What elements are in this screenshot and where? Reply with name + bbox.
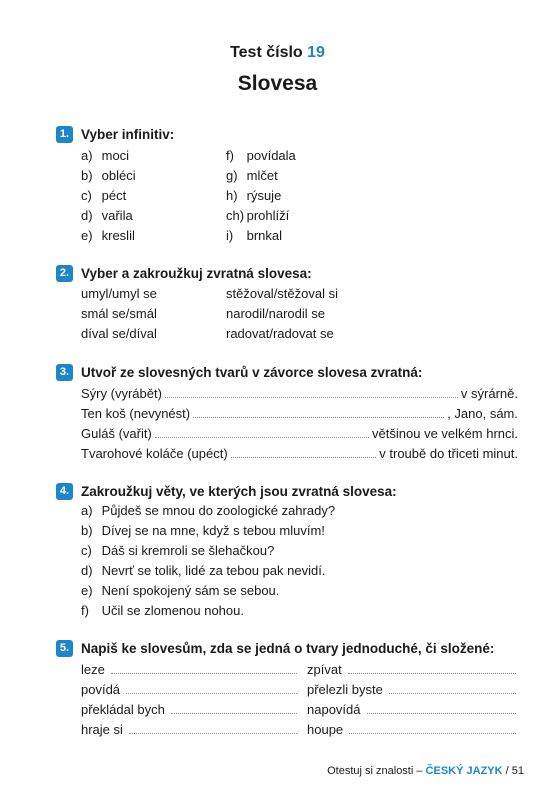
letter: d) [81,208,93,223]
sentence-text: Půjdeš se mnou do zoologické zahrady? [101,503,336,518]
ex1-item-c[interactable] [81,188,126,203]
ex1-item-d[interactable] [81,208,133,223]
ex1-item-f[interactable] [226,148,296,163]
ex3-row [81,405,518,421]
word: obléci [101,168,136,183]
ex4-sentence[interactable] [81,583,279,598]
ex3-row-suffix: v troubě do třiceti minut. [379,446,518,461]
sentence-text: Dívej se na mne, když s tebou mluvím! [101,523,325,538]
ex4-sentence[interactable] [81,603,244,618]
word: brnkal [246,228,283,243]
word: rýsuje [246,188,282,203]
letter: g) [226,168,238,183]
ex3-row-prefix: Sýry (vyrábět) [81,386,162,401]
ex4-sentence[interactable] [81,503,335,518]
ex5-cell [81,661,299,677]
ex3-row-prefix: Tvarohové koláče (upéct) [81,446,228,461]
ex4-sentence[interactable] [81,543,274,558]
answer-blank[interactable] [129,732,297,734]
ex4-sentence[interactable] [81,563,325,578]
ex3-row-suffix: většinou ve velkém hrnci. [372,426,518,441]
ex5-row [81,661,518,677]
sentence-text: Učil se zlomenou nohou. [101,603,244,618]
ex1-item-b[interactable] [81,168,136,183]
ex1-item-g[interactable] [226,168,278,183]
letter: a) [81,148,93,163]
ex3-row-prefix: Ten koš (nevynést) [81,406,191,421]
letter: c) [81,188,92,203]
word: prohlíží [246,208,290,223]
exercise-1-badge: 1. [56,126,73,143]
ex1-item-a[interactable] [81,148,129,163]
ex3-row-prefix: Guláš (vařit) [81,426,152,441]
ex5-cell [81,681,299,697]
ex2-option[interactable]: smál se/smál [81,306,157,321]
ex3-row [81,385,518,401]
answer-blank[interactable] [165,396,458,398]
ex3-row-suffix: v sýrárně. [460,386,518,401]
footer-subject: ČESKÝ JAZYK [425,765,503,777]
answer-blank[interactable] [231,456,377,458]
ex5-cell [307,661,518,677]
ex1-item-h[interactable] [226,188,281,203]
ex5-row [81,721,518,737]
ex5-cell [307,721,518,737]
letter: ch) [226,208,245,223]
letter: b) [81,523,93,538]
letter: a) [81,503,93,518]
footer-prefix: Otestuj si znalosti – [327,765,423,777]
sentence-text: Není spokojený sám se sebou. [101,583,280,598]
ex5-cell [307,701,518,717]
word: vařila [101,208,133,223]
ex5-cell [81,721,299,737]
answer-blank[interactable] [367,712,517,714]
answer-blank[interactable] [126,692,297,694]
exercise-5-badge: 5. [56,640,73,657]
ex3-row [81,445,518,461]
exercise-2-badge: 2. [56,265,73,282]
verb: překládal bych [81,702,165,717]
ex5-row [81,701,518,717]
test-prefix: Test číslo [230,44,303,61]
ex2-option[interactable]: radovat/radovat se [226,326,334,341]
page-number: / 51 [505,765,524,777]
word: mlčet [246,168,278,183]
answer-blank[interactable] [193,416,444,418]
ex2-option[interactable]: díval se/díval [81,326,157,341]
word: péct [101,188,127,203]
ex3-row-suffix: , Jano, sám. [447,406,518,421]
page-footer [327,765,524,777]
exercise-3-title: Utvoř ze slovesných tvarů v závorce slovesa zvratná: [81,365,423,380]
letter: h) [226,188,238,203]
verb: hraje si [81,722,123,737]
exercise-5-title: Napiš ke slovesům, zda se jedná o tvary jednoduché, či složené: [81,641,495,656]
verb: přelezli byste [307,682,383,697]
verb: houpe [307,722,344,737]
word: kreslil [101,228,135,243]
exercise-4-title: Zakroužkuj věty, ve kterých jsou zvratná slovesa: [81,484,397,499]
letter: f) [81,603,89,618]
verb: zpívat [307,662,342,677]
ex5-cell [307,681,518,697]
exercise-2-title: Vyber a zakroužkuj zvratná slovesa: [81,266,312,281]
exercise-1-title: Vyber infinitiv: [81,127,175,142]
answer-blank[interactable] [155,436,369,438]
ex2-option[interactable]: umyl/umyl se [81,286,157,301]
ex2-option[interactable]: narodil/narodil se [226,306,326,321]
letter: d) [81,563,93,578]
ex1-item-e[interactable] [81,228,135,243]
answer-blank[interactable] [111,672,297,674]
ex5-cell [81,701,299,717]
test-heading [0,44,555,62]
sentence-text: Nevrť se tolik, lidé za tebou pak nevidí. [101,563,326,578]
test-number: 19 [307,44,325,61]
letter: i) [226,228,234,243]
letter: e) [81,583,93,598]
ex1-item-ch[interactable] [226,208,289,223]
ex3-row [81,425,518,441]
word: povídala [246,148,296,163]
letter: f) [226,148,234,163]
ex4-sentence[interactable] [81,523,325,538]
letter: c) [81,543,92,558]
verb: leze [81,662,105,677]
verb: povídá [81,682,121,697]
answer-blank[interactable] [389,692,516,694]
answer-blank[interactable] [348,672,516,674]
ex2-option[interactable]: stěžoval/stěžoval si [226,286,338,301]
verb: napovídá [307,702,361,717]
exercise-3-badge: 3. [56,364,73,381]
ex5-row [81,681,518,697]
letter: e) [81,228,93,243]
answer-blank[interactable] [171,712,297,714]
sentence-text: Dáš si kremroli se šlehačkou? [101,543,275,558]
answer-blank[interactable] [349,732,516,734]
page-title: Slovesa [237,72,318,95]
word: moci [101,148,130,163]
ex1-item-i[interactable] [226,228,282,243]
letter: b) [81,168,93,183]
exercise-4-badge: 4. [56,483,73,500]
